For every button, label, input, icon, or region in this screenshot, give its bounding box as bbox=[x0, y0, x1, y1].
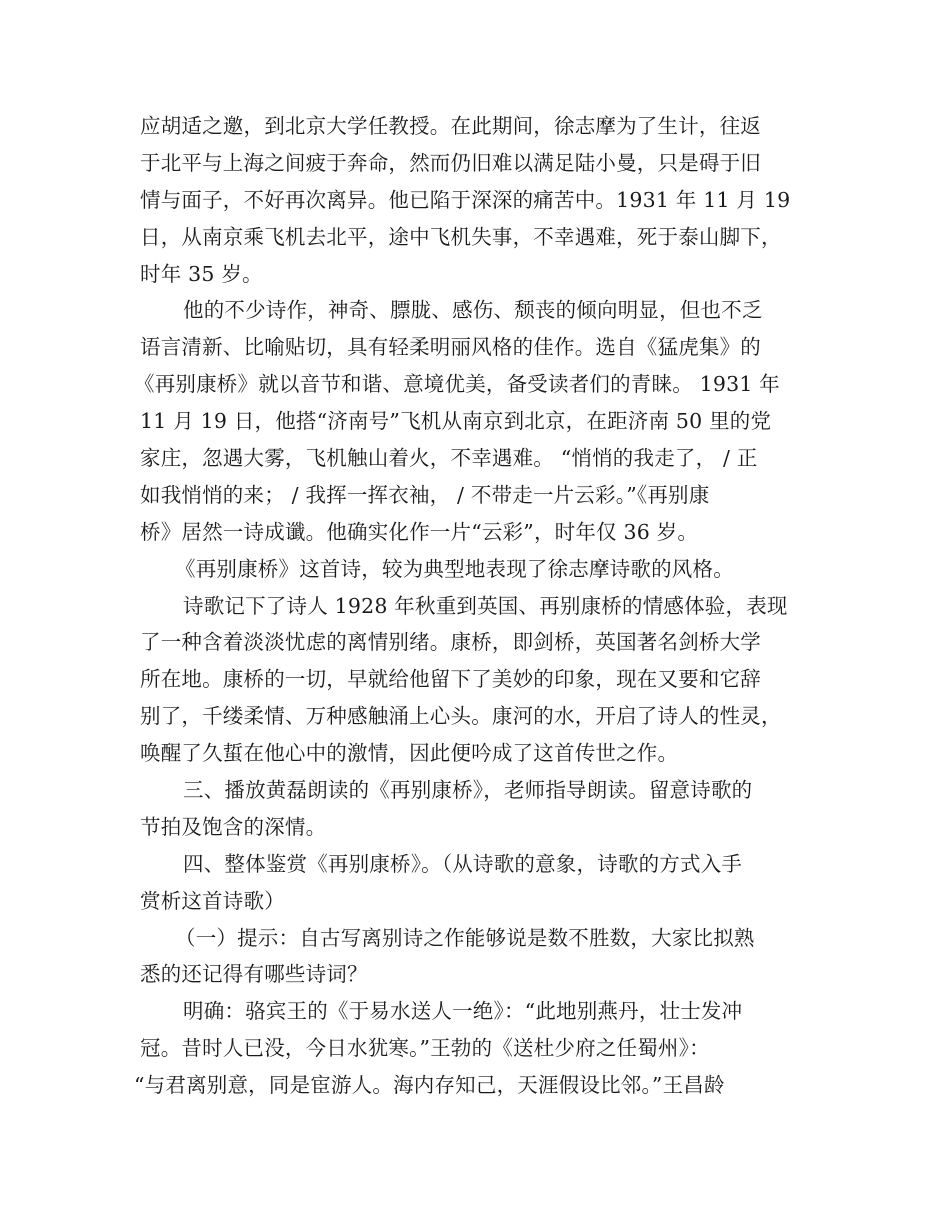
text-line: 悉的还记得有哪些诗词？ bbox=[140, 962, 368, 987]
text-line: 三、播放黄磊朗读的《再别康桥》，老师指导朗读。留意诗歌的 bbox=[183, 778, 753, 803]
text-line: 他的不少诗作，神奇、膘胧、感伤、颓丧的倾向明显，但也不乏 bbox=[183, 298, 763, 323]
text-line: 四、整体鉴赏《再别康桥》。（从诗歌的意象，诗歌的方式入手 bbox=[183, 851, 743, 876]
text-line: 冠。昔时人已没，今日水犹寒。”王勃的《送杜少府之任蜀州》： bbox=[140, 1036, 710, 1061]
text-line: 情与面子，不好再次离异。他已陷于深深的痛苦中。1931 年 11 月 19 bbox=[140, 187, 791, 212]
text-line: 于北平与上海之间疲于奔命，然而仍旧难以满足陆小曼，只是碍于旧 bbox=[140, 150, 761, 175]
text-line: 日，从南京乘飞机去北平，途中飞机失事，不幸遇难，死于泰山脚下， bbox=[140, 224, 782, 249]
text-line: 《再别康桥》这首诗，较为典型地表现了徐志摩诗歌的风格。 bbox=[175, 556, 734, 581]
text-line: 如我悄悄的来； / 我挥一挥衣袖， / 不带走一片云彩。”《再别康 bbox=[140, 482, 710, 507]
text-line: （一）提示：自古写离别诗之作能够说是数不胜数，大家比拟熟 bbox=[175, 925, 755, 950]
text-line: 桥》居然一诗成谶。他确实化作一片“云彩”，时年仅 36 岁。 bbox=[140, 519, 699, 544]
text-line: 《再别康桥》就以音节和谐、意境优美，备受读者们的青睐。 1931 年 bbox=[134, 372, 781, 397]
text-line: 所在地。康桥的一切，早就给他留下了美妙的印象，现在又要和它辞 bbox=[140, 667, 761, 692]
text-line: 明确：骆宾王的《于易水送人一绝》：“此地别燕丹，壮士发冲 bbox=[183, 999, 743, 1024]
text-line: “与君离别意，同是宦游人。海内存知己，天涯假设比邻。”王昌龄 bbox=[134, 1073, 725, 1098]
text-line: 11 月 19 日，他搭“济南号”飞机从南京到北京，在距济南 50 里的党 bbox=[140, 409, 772, 434]
text-line: 应胡适之邀，到北京大学任教授。在此期间，徐志摩为了生计，往返 bbox=[140, 114, 761, 138]
text-line: 语言清新、比喻贴切，具有轻柔明丽风格的佳作。选自《猛虎集》的 bbox=[140, 335, 761, 360]
text-line: 了一种含着淡淡忧虑的离情别绪。康桥，即剑桥，英国著名剑桥大学 bbox=[140, 630, 761, 655]
text-line: 时年 35 岁。 bbox=[140, 261, 263, 286]
text-line: 赏析这首诗歌） bbox=[140, 888, 285, 913]
text-line: 家庄，忽遇大雾，飞机触山着火，不幸遇难。 “悄悄的我走了， / 正 bbox=[140, 446, 758, 471]
text-line: 别了，千缕柔情、万种感触涌上心头。康河的水，开启了诗人的性灵， bbox=[140, 704, 782, 729]
text-line: 节拍及饱含的深情。 bbox=[140, 814, 327, 839]
document-page bbox=[134, 108, 812, 1104]
text-line: 诗歌记下了诗人 1928 年秋重到英国、再别康桥的情感体验，表现 bbox=[183, 593, 788, 618]
text-line: 唤醒了久蜇在他心中的激情，因此便吟成了这首传世之作。 bbox=[140, 741, 679, 766]
